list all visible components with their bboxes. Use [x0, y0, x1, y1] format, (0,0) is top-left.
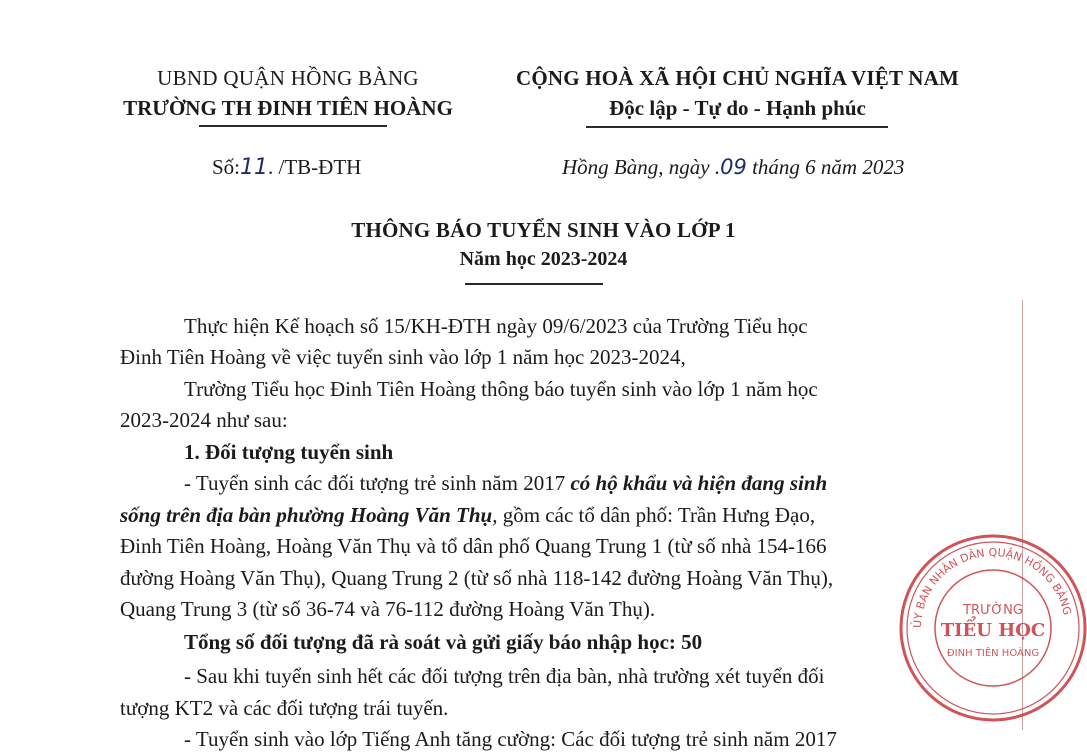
body-line: Đinh Tiên Hoàng, Hoàng Văn Thụ và tổ dân phố Quang Trung 1 (từ số nhà 154-166	[120, 534, 827, 558]
issuing-authority: UBND QUẬN HỒNG BÀNG	[157, 66, 419, 90]
document-number-handwritten: 11	[240, 155, 269, 180]
national-title: CỘNG HOÀ XÃ HỘI CHỦ NGHĨA VIỆT NAM	[516, 66, 959, 90]
school-seal-stamp	[893, 528, 1087, 728]
document-number	[212, 155, 361, 180]
document-subtitle: Năm học 2023-2024	[459, 248, 628, 270]
total-summary: Tổng số đối tượng đã rà soát và gửi giấy báo nhập học: 50	[184, 630, 703, 654]
document-title: THÔNG BÁO TUYỂN SINH VÀO LỚP 1	[351, 218, 736, 242]
body-line: đường Hoàng Văn Thụ), Quang Trung 2 (từ số nhà 118-142 đường Hoàng Văn Thụ),	[120, 566, 834, 590]
body-line	[120, 503, 815, 528]
seal-center-line: TRƯỜNG	[963, 603, 1023, 618]
body-line	[184, 471, 827, 496]
body-text: - Tuyển sinh các đối tượng trẻ sinh năm 2017	[184, 471, 571, 495]
section-heading: 1. Đối tượng tuyển sinh	[184, 440, 394, 464]
date-prefix: Hồng Bàng, ngày .	[562, 155, 721, 179]
date-suffix: tháng 6 năm 2023	[746, 155, 905, 179]
document-number-suffix: . /TB-ĐTH	[268, 155, 362, 179]
body-line: Quang Trung 3 (từ số 36-74 và 76-112 đường Hoàng Văn Thụ).	[120, 597, 656, 621]
emphasis-text: có hộ khẩu và hiện đang sinh	[570, 471, 828, 495]
body-text: , gồm các tổ dân phố: Trần Hưng Đạo,	[492, 503, 816, 527]
body-line: - Tuyển sinh vào lớp Tiếng Anh tăng cường: Các đối tượng trẻ sinh năm 2017	[184, 727, 837, 751]
seal-ring-text: ỦY BAN NHÂN DÂN QUẬN HỒNG BÀNG	[910, 545, 1074, 629]
school-name-underline	[199, 125, 387, 127]
document-date	[562, 155, 904, 180]
title-underline	[465, 283, 603, 285]
body-line: Đinh Tiên Hoàng về việc tuyển sinh vào lớp 1 năm học 2023-2024,	[120, 345, 686, 369]
body-line: Thực hiện Kế hoạch số 15/KH-ĐTH ngày 09/6/2023 của Trường Tiểu học	[184, 314, 808, 338]
seal-center-line: ĐINH TIÊN HOÀNG	[946, 648, 1040, 659]
national-motto-underline	[586, 126, 888, 128]
body-line: Trường Tiểu học Đinh Tiên Hoàng thông báo tuyển sinh vào lớp 1 năm học	[184, 377, 818, 401]
document-number-prefix: Số:	[212, 155, 241, 179]
date-handwritten-day: 09	[720, 155, 747, 179]
seal-center-line: TIỂU HỌC	[940, 620, 1046, 641]
body-line: 2023-2024 như sau:	[120, 408, 288, 432]
emphasis-text: sống trên địa bàn phường Hoàng Văn Thụ	[120, 503, 493, 527]
school-name: TRƯỜNG TH ĐINH TIÊN HOÀNG	[123, 96, 453, 120]
body-line: - Sau khi tuyển sinh hết các đối tượng trên địa bàn, nhà trường xét tuyển đối	[184, 664, 825, 688]
national-motto: Độc lập - Tự do - Hạnh phúc	[609, 96, 866, 120]
body-line: tượng KT2 và các đối tượng trái tuyến.	[120, 696, 449, 720]
